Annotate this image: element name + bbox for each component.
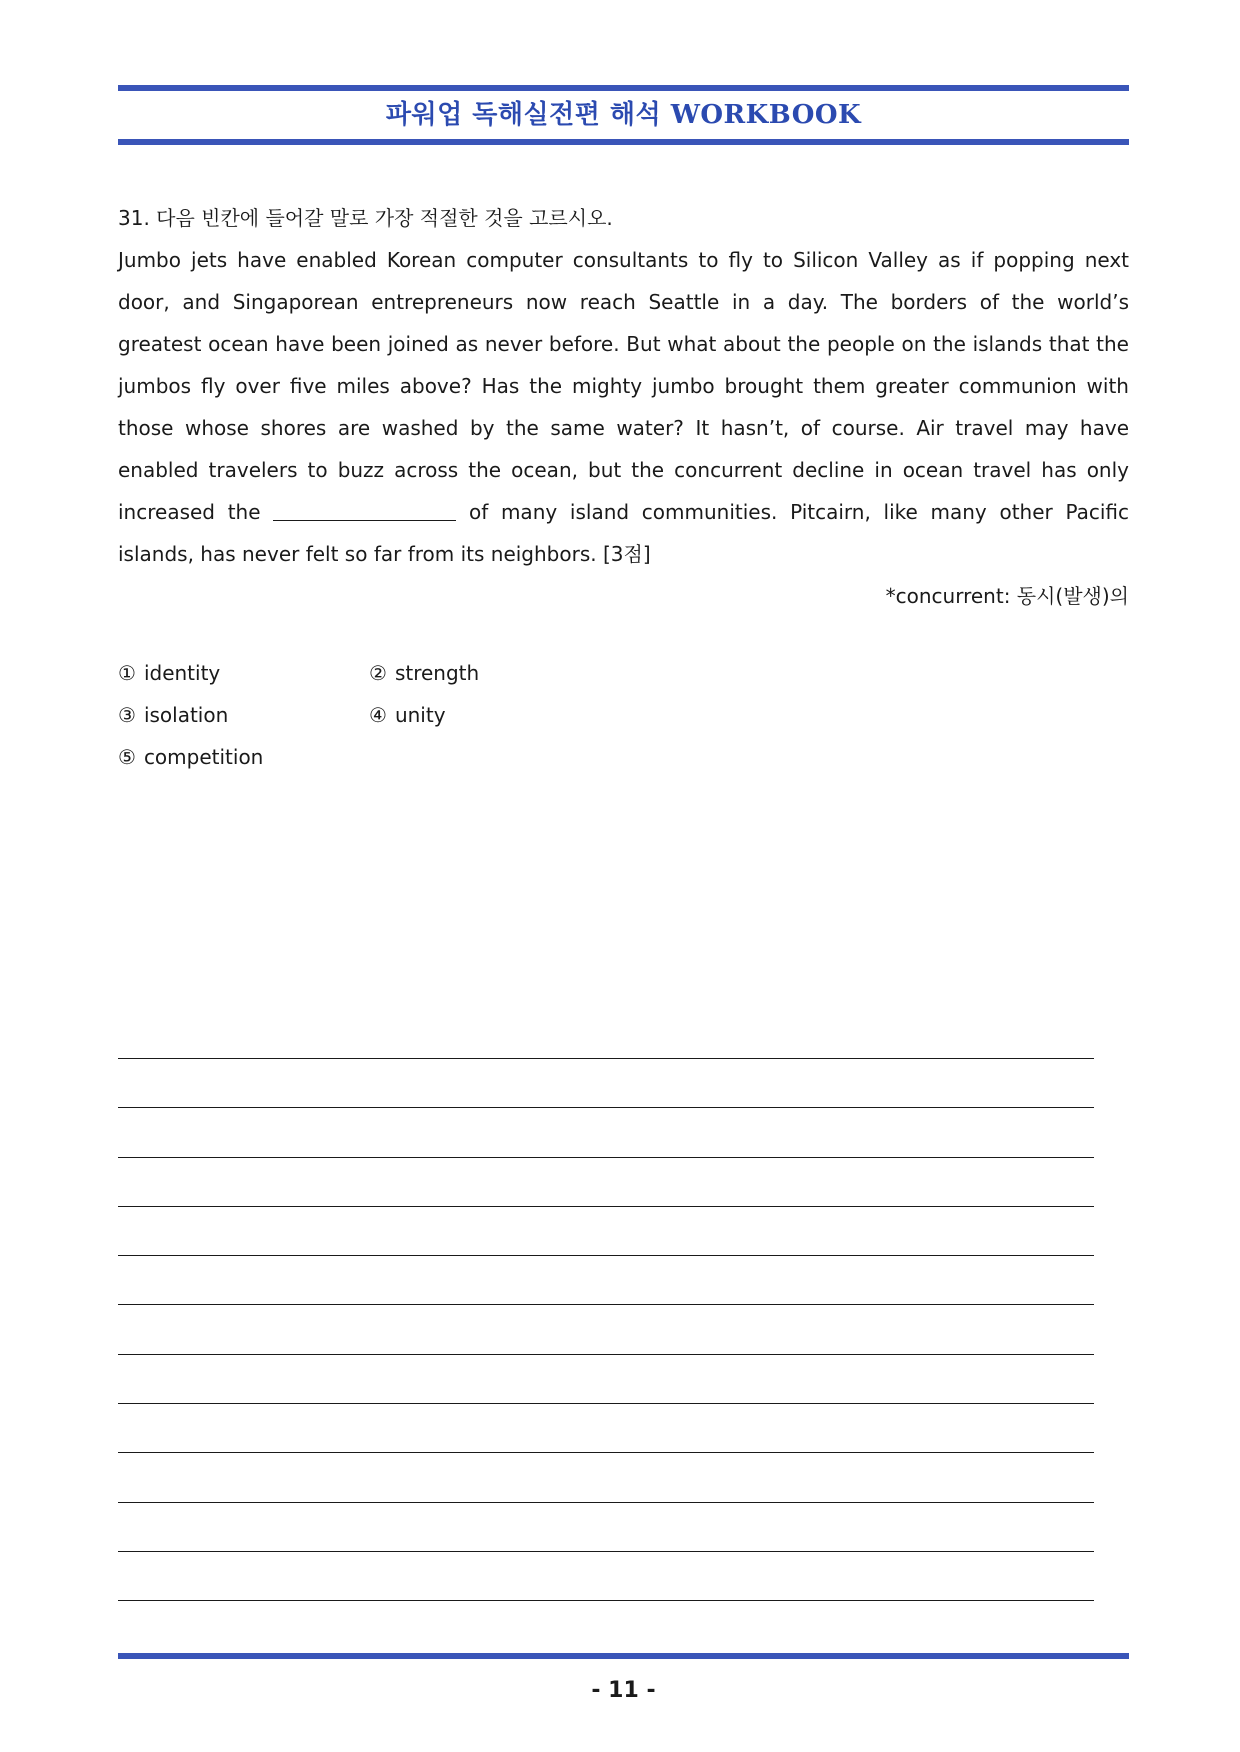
writing-line — [118, 1304, 1094, 1305]
page-title: 파워업 독해실전편 해석 WORKBOOK — [385, 100, 862, 130]
choice-number: ① — [118, 661, 136, 685]
writing-line — [118, 1206, 1094, 1207]
choice-5[interactable] — [118, 736, 369, 778]
writing-line — [118, 1452, 1094, 1453]
writing-line — [118, 1058, 1094, 1059]
choice-text: identity — [143, 661, 221, 685]
choice-2[interactable] — [369, 652, 620, 694]
vocabulary-footnote: *concurrent: 동시(발생)의 — [885, 584, 1129, 608]
page-number: - 11 - — [591, 1678, 656, 1703]
choice-1[interactable] — [118, 652, 369, 694]
writing-line — [118, 1354, 1094, 1355]
choice-row — [118, 736, 818, 778]
choice-number: ③ — [118, 703, 136, 727]
choice-number: ② — [369, 661, 387, 685]
answer-choices — [118, 652, 818, 778]
choice-text: competition — [143, 745, 264, 769]
choice-4[interactable] — [369, 694, 620, 736]
passage-text-after-blank: of many island communities. Pitcairn, like many other Pacific islands, has never felt so far from its neighbors. [3점] — [118, 500, 1130, 566]
writing-line — [118, 1600, 1094, 1601]
writing-line — [118, 1403, 1094, 1404]
writing-line — [118, 1255, 1094, 1256]
answer-blank — [273, 500, 456, 521]
choice-number: ⑤ — [118, 745, 136, 769]
header-bottom-rule — [118, 139, 1129, 145]
passage-text-before-blank: Jumbo jets have enabled Korean computer consultants to fly to Silicon Valley as if popping next door, and Singaporean entrepreneurs now reach Seattle in a day. The borders of the world’s greatest ocean have been joined as never before. But what about the people on the islands that the jumbos fly over five miles above? Has the mighty jumbo brought them greater communion with those whose shores are washed by the same water? It hasn’t, of course. Air travel may have enabled travelers to buzz across the ocean, but the concurrent decline in ocean travel has only increased the — [118, 248, 1129, 524]
writing-line — [118, 1502, 1094, 1503]
footer-rule — [118, 1653, 1129, 1659]
question-block — [118, 197, 1129, 617]
choice-text: strength — [394, 661, 480, 685]
choice-row — [118, 652, 818, 694]
choice-text: unity — [394, 703, 446, 727]
writing-area[interactable] — [118, 1058, 1094, 1650]
writing-line — [118, 1107, 1094, 1108]
header-top-rule — [118, 85, 1129, 91]
writing-line — [118, 1157, 1094, 1158]
writing-line — [118, 1551, 1094, 1552]
choice-text: isolation — [143, 703, 229, 727]
choice-number: ④ — [369, 703, 387, 727]
choice-row — [118, 694, 818, 736]
question-passage — [118, 239, 1129, 575]
choice-3[interactable] — [118, 694, 369, 736]
question-title: 31. 다음 빈칸에 들어갈 말로 가장 적절한 것을 고르시오. — [118, 206, 613, 230]
